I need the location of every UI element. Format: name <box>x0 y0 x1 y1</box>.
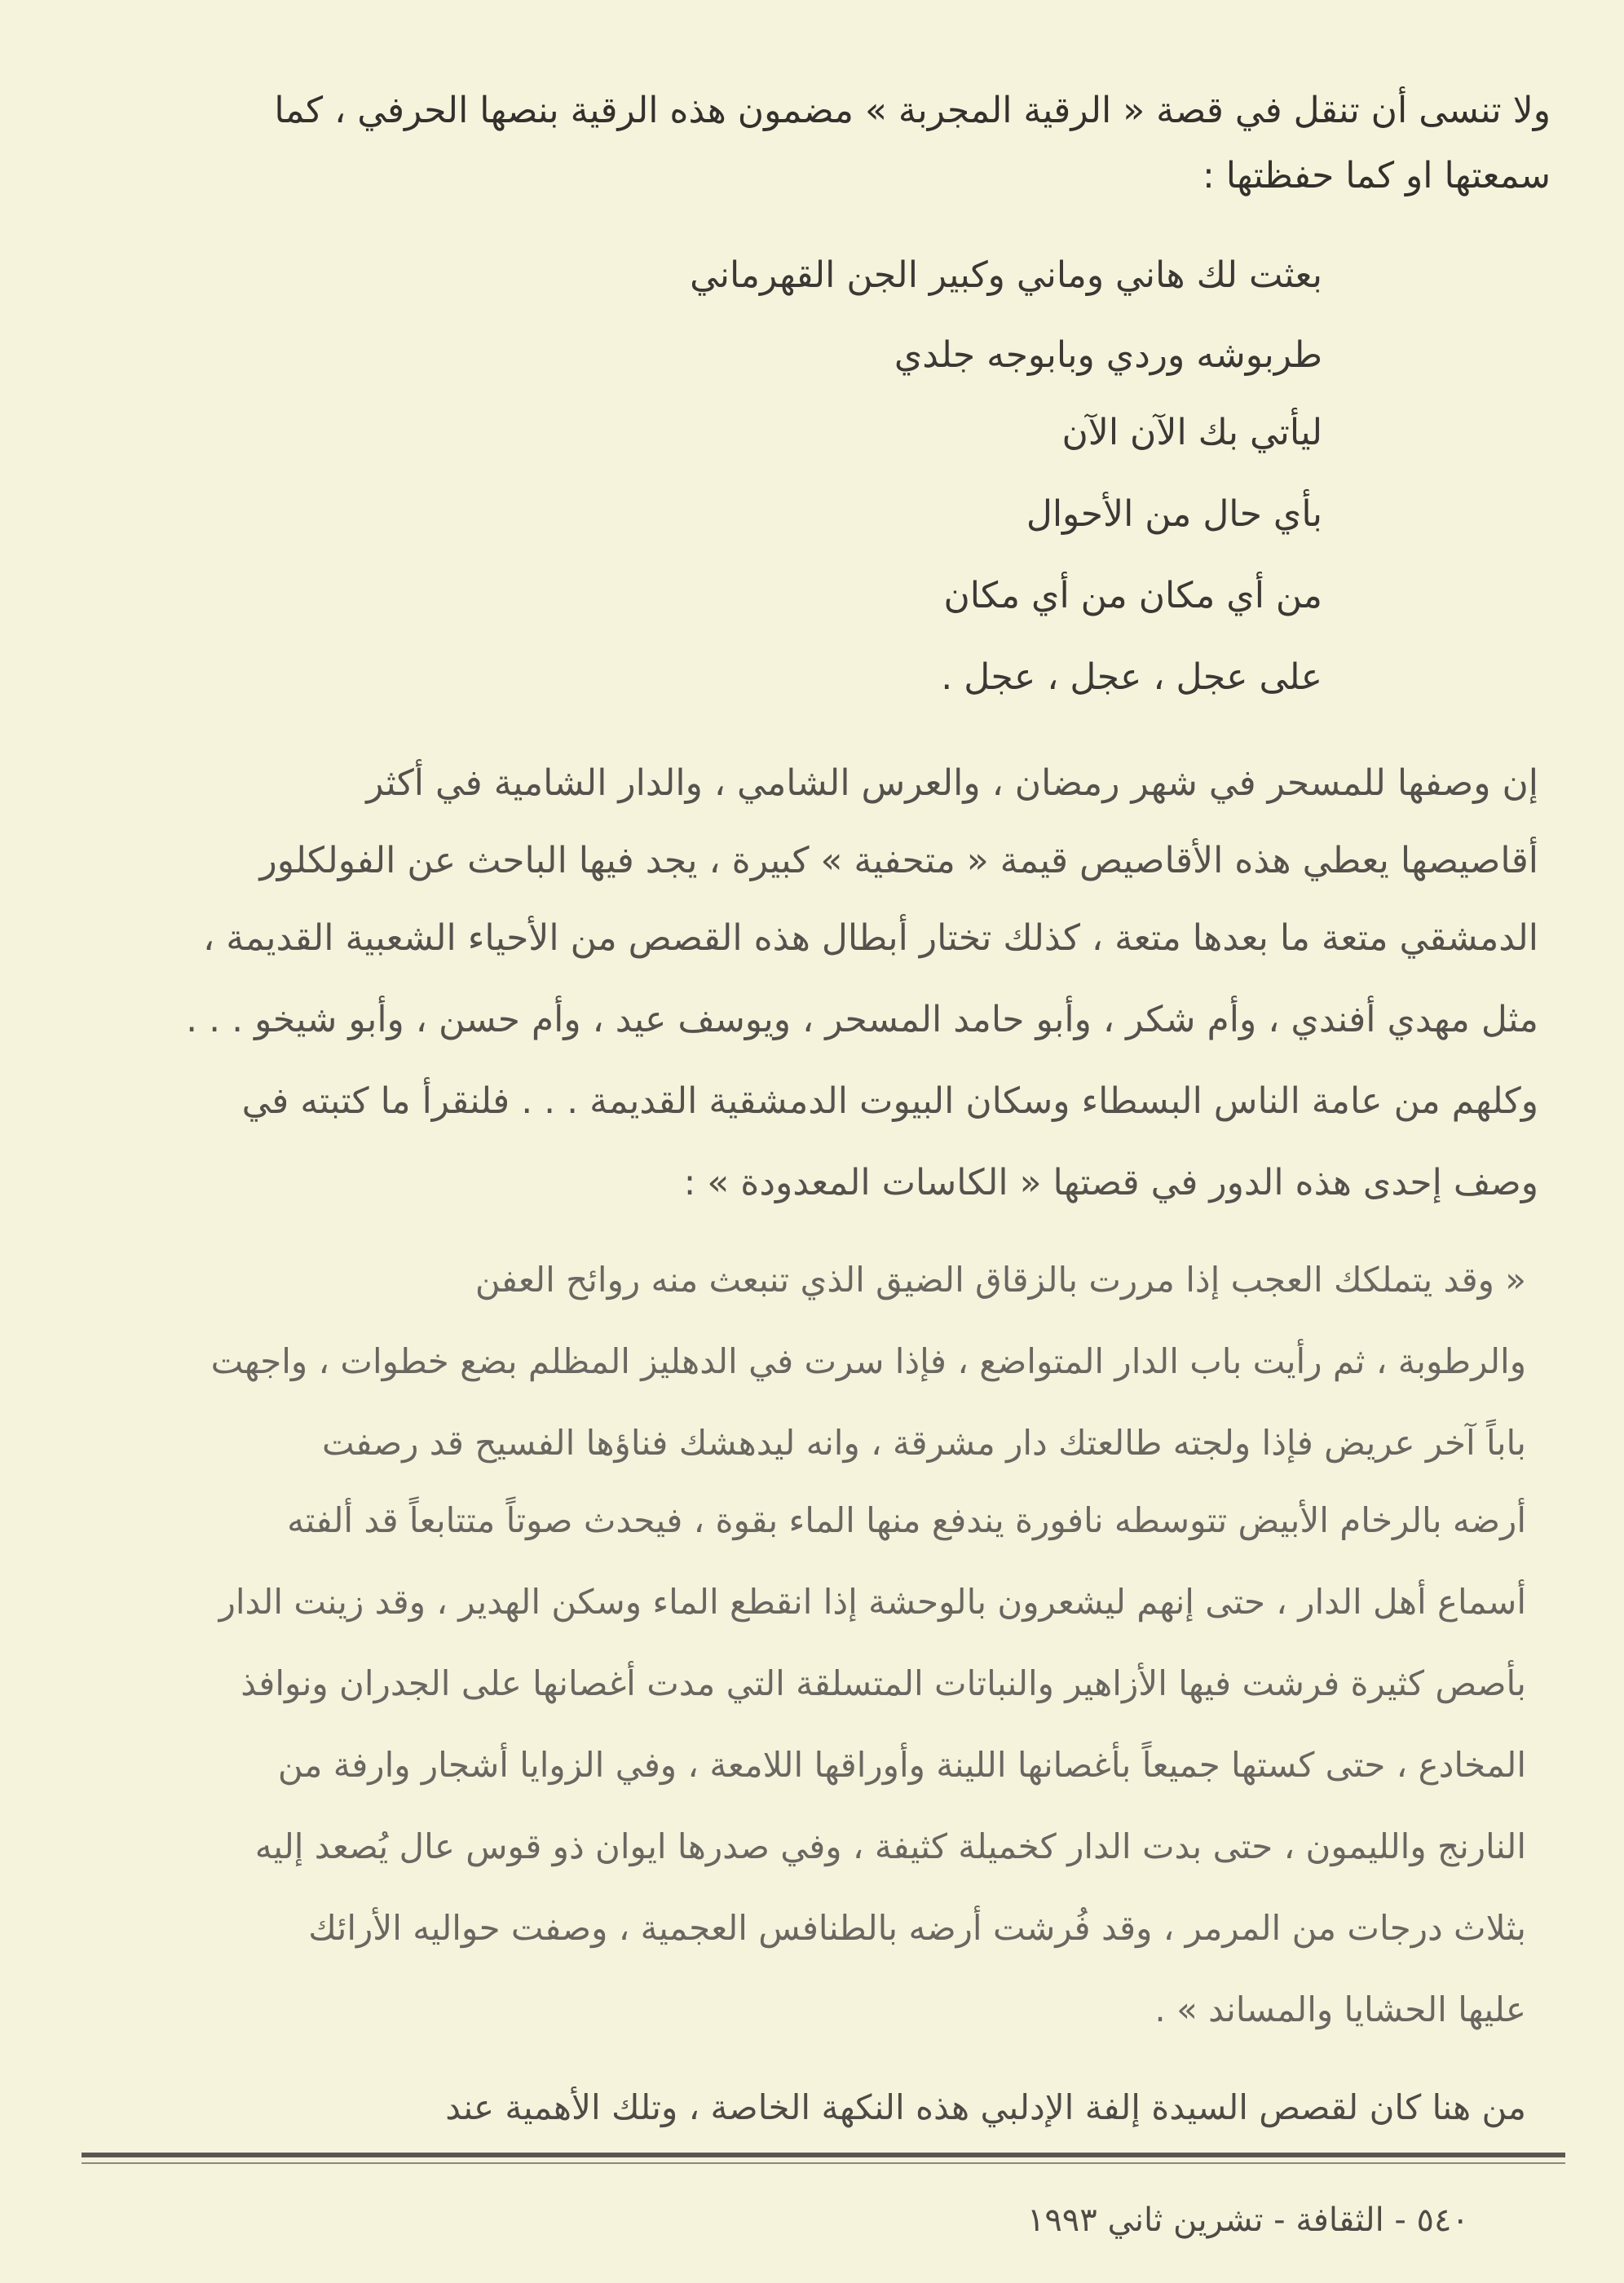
intro-line-2: سمعتها او كما حفظتها : <box>1202 155 1551 197</box>
page-footer: ٥٤٠ - الثقافة - تشرين ثاني ١٩٩٣ <box>1026 2201 1469 2239</box>
quote-line-10: عليها الحشايا والمساند » . <box>1154 1989 1526 2029</box>
verse-line-6: على عجل ، عجل ، عجل . <box>941 656 1322 698</box>
quote-line-6: بأصص كثيرة فرشت فيها الأزاهير والنباتات المتسلقة التي مدت أغصانها على الجدران ونوافذ <box>241 1663 1526 1703</box>
paragraph-line-3: الدمشقي متعة ما بعدها متعة ، كذلك تختار أبطال هذه القصص من الأحياء الشعبية القديمة ، <box>203 917 1538 959</box>
quote-line-1: « وقد يتملكك العجب إذا مررت بالزقاق الضيق الذي تنبعث منه روائح العفن <box>474 1260 1526 1300</box>
quote-line-8: النارنج والليمون ، حتى بدت الدار كخميلة كثيفة ، وفي صدرها ايوان ذو قوس عال يُصعد إليه <box>254 1826 1526 1866</box>
verse-line-1: بعثت لك هاني وماني وكبير الجن القهرماني <box>690 254 1322 296</box>
verse-line-4: بأي حال من الأحوال <box>1026 493 1322 535</box>
paragraph-line-4: مثل مهدي أفندي ، وأم شكر ، وأبو حامد المسحر ، ويوسف عيد ، وأم حسن ، وأبو شيخو . . . <box>186 999 1538 1040</box>
paragraph-line-5: وكلهم من عامة الناس البسطاء وسكان البيوت الدمشقية القديمة . . . فلنقرأ ما كتبته في <box>241 1080 1538 1122</box>
verse-line-5: من أي مكان من أي مكان <box>943 575 1322 616</box>
quote-line-3: باباً آخر عريض فإذا ولجته طالعتك دار مشرقة ، وانه ليدهشك فناؤها الفسيح قد رصفت <box>322 1423 1526 1463</box>
quote-line-7: المخادع ، حتى كستها جميعاً بأغصانها اللينة وأوراقها اللامعة ، وفي الزوايا أشجار وارفة من <box>277 1745 1526 1785</box>
paragraph-line-1: إن وصفها للمسحر في شهر رمضان ، والعرس الشامي ، والدار الشامية في أكثر <box>366 762 1538 804</box>
quote-line-2: والرطوبة ، ثم رأيت باب الدار المتواضع ، فإذا سرت في الدهليز المظلم بضع خطوات ، واجهت <box>210 1341 1526 1381</box>
quote-line-4: أرضه بالرخام الأبيض تتوسطه نافورة يندفع منها الماء بقوة ، فيحدث صوتاً متتابعاً قد ألفته <box>287 1500 1526 1540</box>
verse-line-2: طربوشه وردي وبابوجه جلدي <box>894 334 1322 376</box>
closing-line: من هنا كان لقصص السيدة إلفة الإدلبي هذه النكهة الخاصة ، وتلك الأهمية عند <box>445 2087 1526 2127</box>
verse-line-3: ليأتي بك الآن الآن <box>1061 412 1322 453</box>
quote-line-9: بثلاث درجات من المرمر ، وقد فُرشت أرضه بالطنافس العجمية ، وصفت حواليه الأرائك <box>308 1908 1526 1948</box>
quote-line-5: أسماع أهل الدار ، حتى إنهم ليشعرون بالوحشة إذا انقطع الماء وسكن الهدير ، وقد زينت الدار <box>218 1582 1526 1622</box>
intro-line-1: ولا تنسى أن تنقل في قصة « الرقية المجربة » مضمون هذه الرقية بنصها الحرفي ، كما <box>274 90 1551 131</box>
footer-rule <box>82 2153 1565 2157</box>
paragraph-line-6: وصف إحدى هذه الدور في قصتها « الكاسات المعدودة » : <box>683 1162 1538 1203</box>
paragraph-line-2: أقاصيصها يعطي هذه الأقاصيص قيمة « متحفية » كبيرة ، يجد فيها الباحث عن الفولكلور <box>259 840 1538 881</box>
footer-rule-thin <box>82 2162 1565 2164</box>
